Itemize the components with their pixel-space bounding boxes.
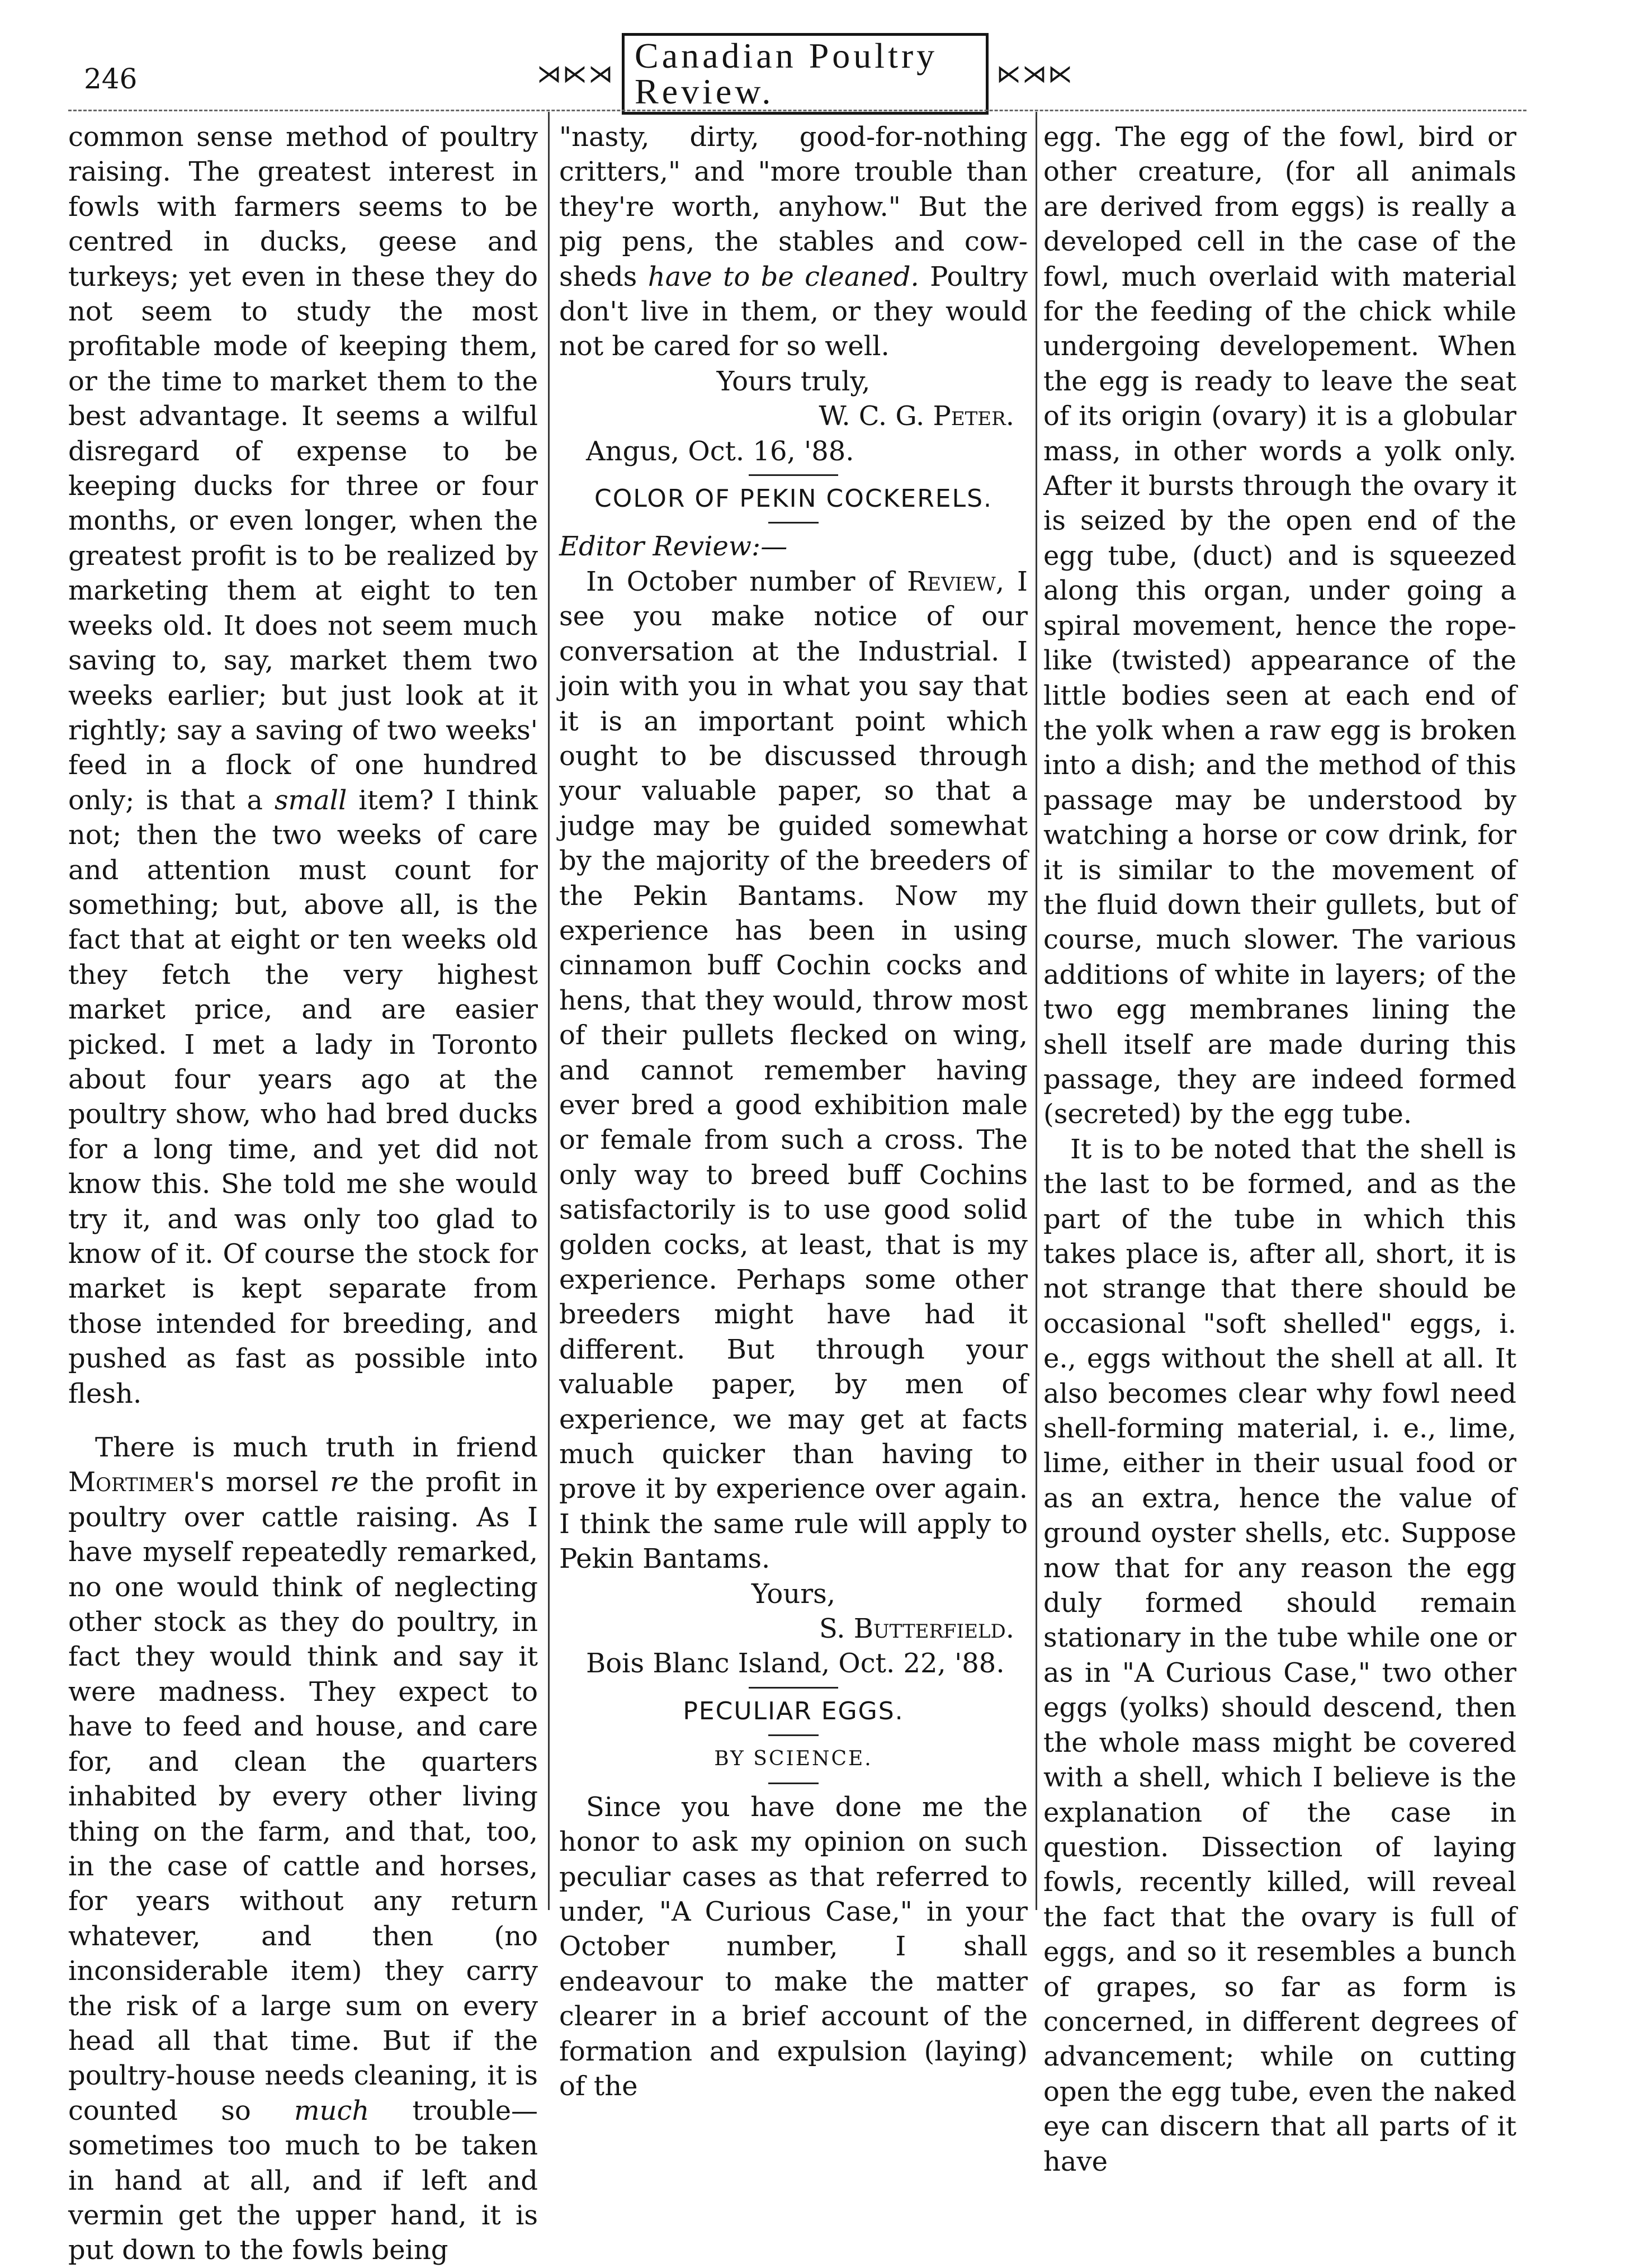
article-heading-pekin: COLOR OF PEKIN COCKERELS. <box>594 484 993 513</box>
page-number: 246 <box>84 63 138 95</box>
column-1 <box>68 120 538 2268</box>
dateline-1: Angus, Oct. 16, '88. <box>586 435 854 467</box>
dateline-2: Bois Blanc Island, Oct. 22, '88. <box>586 1648 1005 1680</box>
column-divider-2 <box>1036 112 1037 1910</box>
column-2 <box>559 120 1028 2104</box>
col3-paragraph-1: egg. The egg of the fowl, bird or other creature, (for all animals are derived from eggs) is really a developed cell in the case of the fowl, much overlaid with material for the feeding of the chick while undergoing developement. When the egg is ready to leave the seat of its origin (ovary) it is a globular mass, in other words a yolk only. After it bursts through the ovary it is seized by the open end of the egg tube, (duct) and is squeezed along this organ, under going a spiral movement, hence the rope-like (twisted) appearance of the little bodies seen at each end of the yolk when a raw egg is broken into a dish; and the method of this passage may be understood by watching a horse or cow drink, for it is similar to the movement of the fluid down their gullets, but of course, much slower. The various additions of white in layers; of the two egg membranes lining the shell itself are made during this passage, they are indeed formed (secreted) by the egg tube. <box>1043 121 1516 1130</box>
section-divider <box>749 474 838 476</box>
column-3 <box>1043 120 1516 2179</box>
section-divider <box>749 1687 838 1689</box>
salutation: Editor Review:— <box>559 531 788 563</box>
signature-2: S. Butterfield. <box>819 1613 1014 1645</box>
col2-paragraph-pekin: In October number of Review, I see you make notice of our conversation at the Industrial. I join with you in what you say that it is an important point which ought to be discussed through your valuable paper, so that a judge may be guided somewhat by the majority of the breeders of the Pekin Bantams. Now my experience has been in using cinnamon buff Cochin cocks and hens, that they would, throw most of their pullets flecked on wing, and cannot remember having ever bred a good exhibition male or female from such a cross. The only way to breed buff Cochins satisfactorily is to use good solid golden cocks, at least, that is my experience. Perhaps some other breeders might have had it different. But through your valuable paper, by men of experience, we may get at facts much quicker than having to prove it by experience over again. I think the same rule will apply to Pekin Bantams. <box>559 565 1028 1575</box>
ornament-right-icon: ⋉⋊⋉ <box>996 59 1074 88</box>
section-divider <box>768 1734 819 1736</box>
col1-paragraph-2: There is much truth in friend Mortimer's morsel re the profit in poultry over cattle raising. As I have myself repeatedly remarked, no one would think of neglecting other stock as they do poultry, in fact they would think and say it were madness. They expect to have to feed and house, and care for, and clean the quarters inhabited by every other living thing on the farm, and that, too, in the case of cattle and horses, for years without any return whatever, and then (no inconsiderable item) they carry the risk of a large sum on every head all that time. But if the poultry-house needs cleaning, it is counted so much trouble—sometimes too much to be taken in hand at all, and if left and vermin get the upper hand, it is put down to the fowls being <box>68 1432 538 2266</box>
header-divider <box>68 110 1526 111</box>
col2-letter-end: "nasty, dirty, good-for-nothing critters," and "more trouble than they're worth, anyhow." But the pig pens, the stables and cow-sheds have to be cleaned. Poultry don't live in them, or they would not be cared for so well. <box>559 121 1028 362</box>
ornament-left-icon: ⋊⋉⋊ <box>537 59 614 88</box>
col2-paragraph-eggs: Since you have done me the honor to ask my opinion on such peculiar cases as that referred to under, "A Curious Case," in your October number, I shall endeavour to make the matter clearer in a brief account of the formation and expulsion (laying) of the <box>559 1791 1028 2102</box>
byline: BY SCIENCE. <box>714 1747 873 1771</box>
masthead <box>537 36 1074 111</box>
closing-1: Yours truly, <box>716 365 871 397</box>
col3-paragraph-2: It is to be noted that the shell is the last to be formed, and as the part of the tube in which this takes place is, after all, short, it is not strange that there should be occasional "soft shelled" eggs, i. e., eggs without the shell at all. It also becomes clear why fowl need shell-forming material, i. e., lime, lime, either in their usual food or as an extra, hence the value of ground oyster shells, etc. Suppose now that for any reason the egg duly formed should remain stationary in the tube while one or as in "A Curious Case," two other eggs (yolks) should descend, then the whole mass might be covered with a shell, which I believe is the explanation of the case in question. Dissection of laying fowls, recently killed, will reveal the fact that the ovary is full of eggs, and so it resembles a bunch of grapes, so far as form is concerned, in different degrees of advancement; while on cutting open the egg tube, even the naked eye can discern that all parts of it have <box>1043 1133 1516 2177</box>
section-divider <box>768 1783 819 1784</box>
publication-title: Canadian Poultry Review. <box>622 33 989 115</box>
closing-2: Yours, <box>751 1578 836 1610</box>
signature-1: W. C. G. Peter. <box>819 400 1014 432</box>
section-divider <box>768 522 819 524</box>
column-divider-1 <box>548 112 550 1910</box>
article-heading-eggs: PECULIAR EGGS. <box>683 1696 904 1725</box>
col1-paragraph-1: common sense method of poultry raising. The greatest interest in fowls with farmers seems to be centred in ducks, geese and turkeys; yet even in these they do not seem to study the most profitable mode of keeping them, or the time to market them to the best advantage. It seems a wilful disregard of expense to be keeping ducks for three or four months, or even longer, when the greatest profit is to be realized by marketing them at eight to ten weeks old. It does not seem much saving to, say, market them two weeks earlier; but just look at it rightly; say a saving of two weeks' feed in a flock of one hundred only; is that a small item? I think not; then the two weeks of care and attention must count for something; but, above all, is the fact that at eight or ten weeks old they fetch the very highest market price, and are easier picked. I met a lady in Toronto about four years ago at the poultry show, who had bred ducks for a long time, and yet did not know this. She told me she would try it, and was only too glad to know of it. Of course the stock for market is kept separate from those intended for breeding, and pushed as fast as possible into flesh. <box>68 121 538 1409</box>
